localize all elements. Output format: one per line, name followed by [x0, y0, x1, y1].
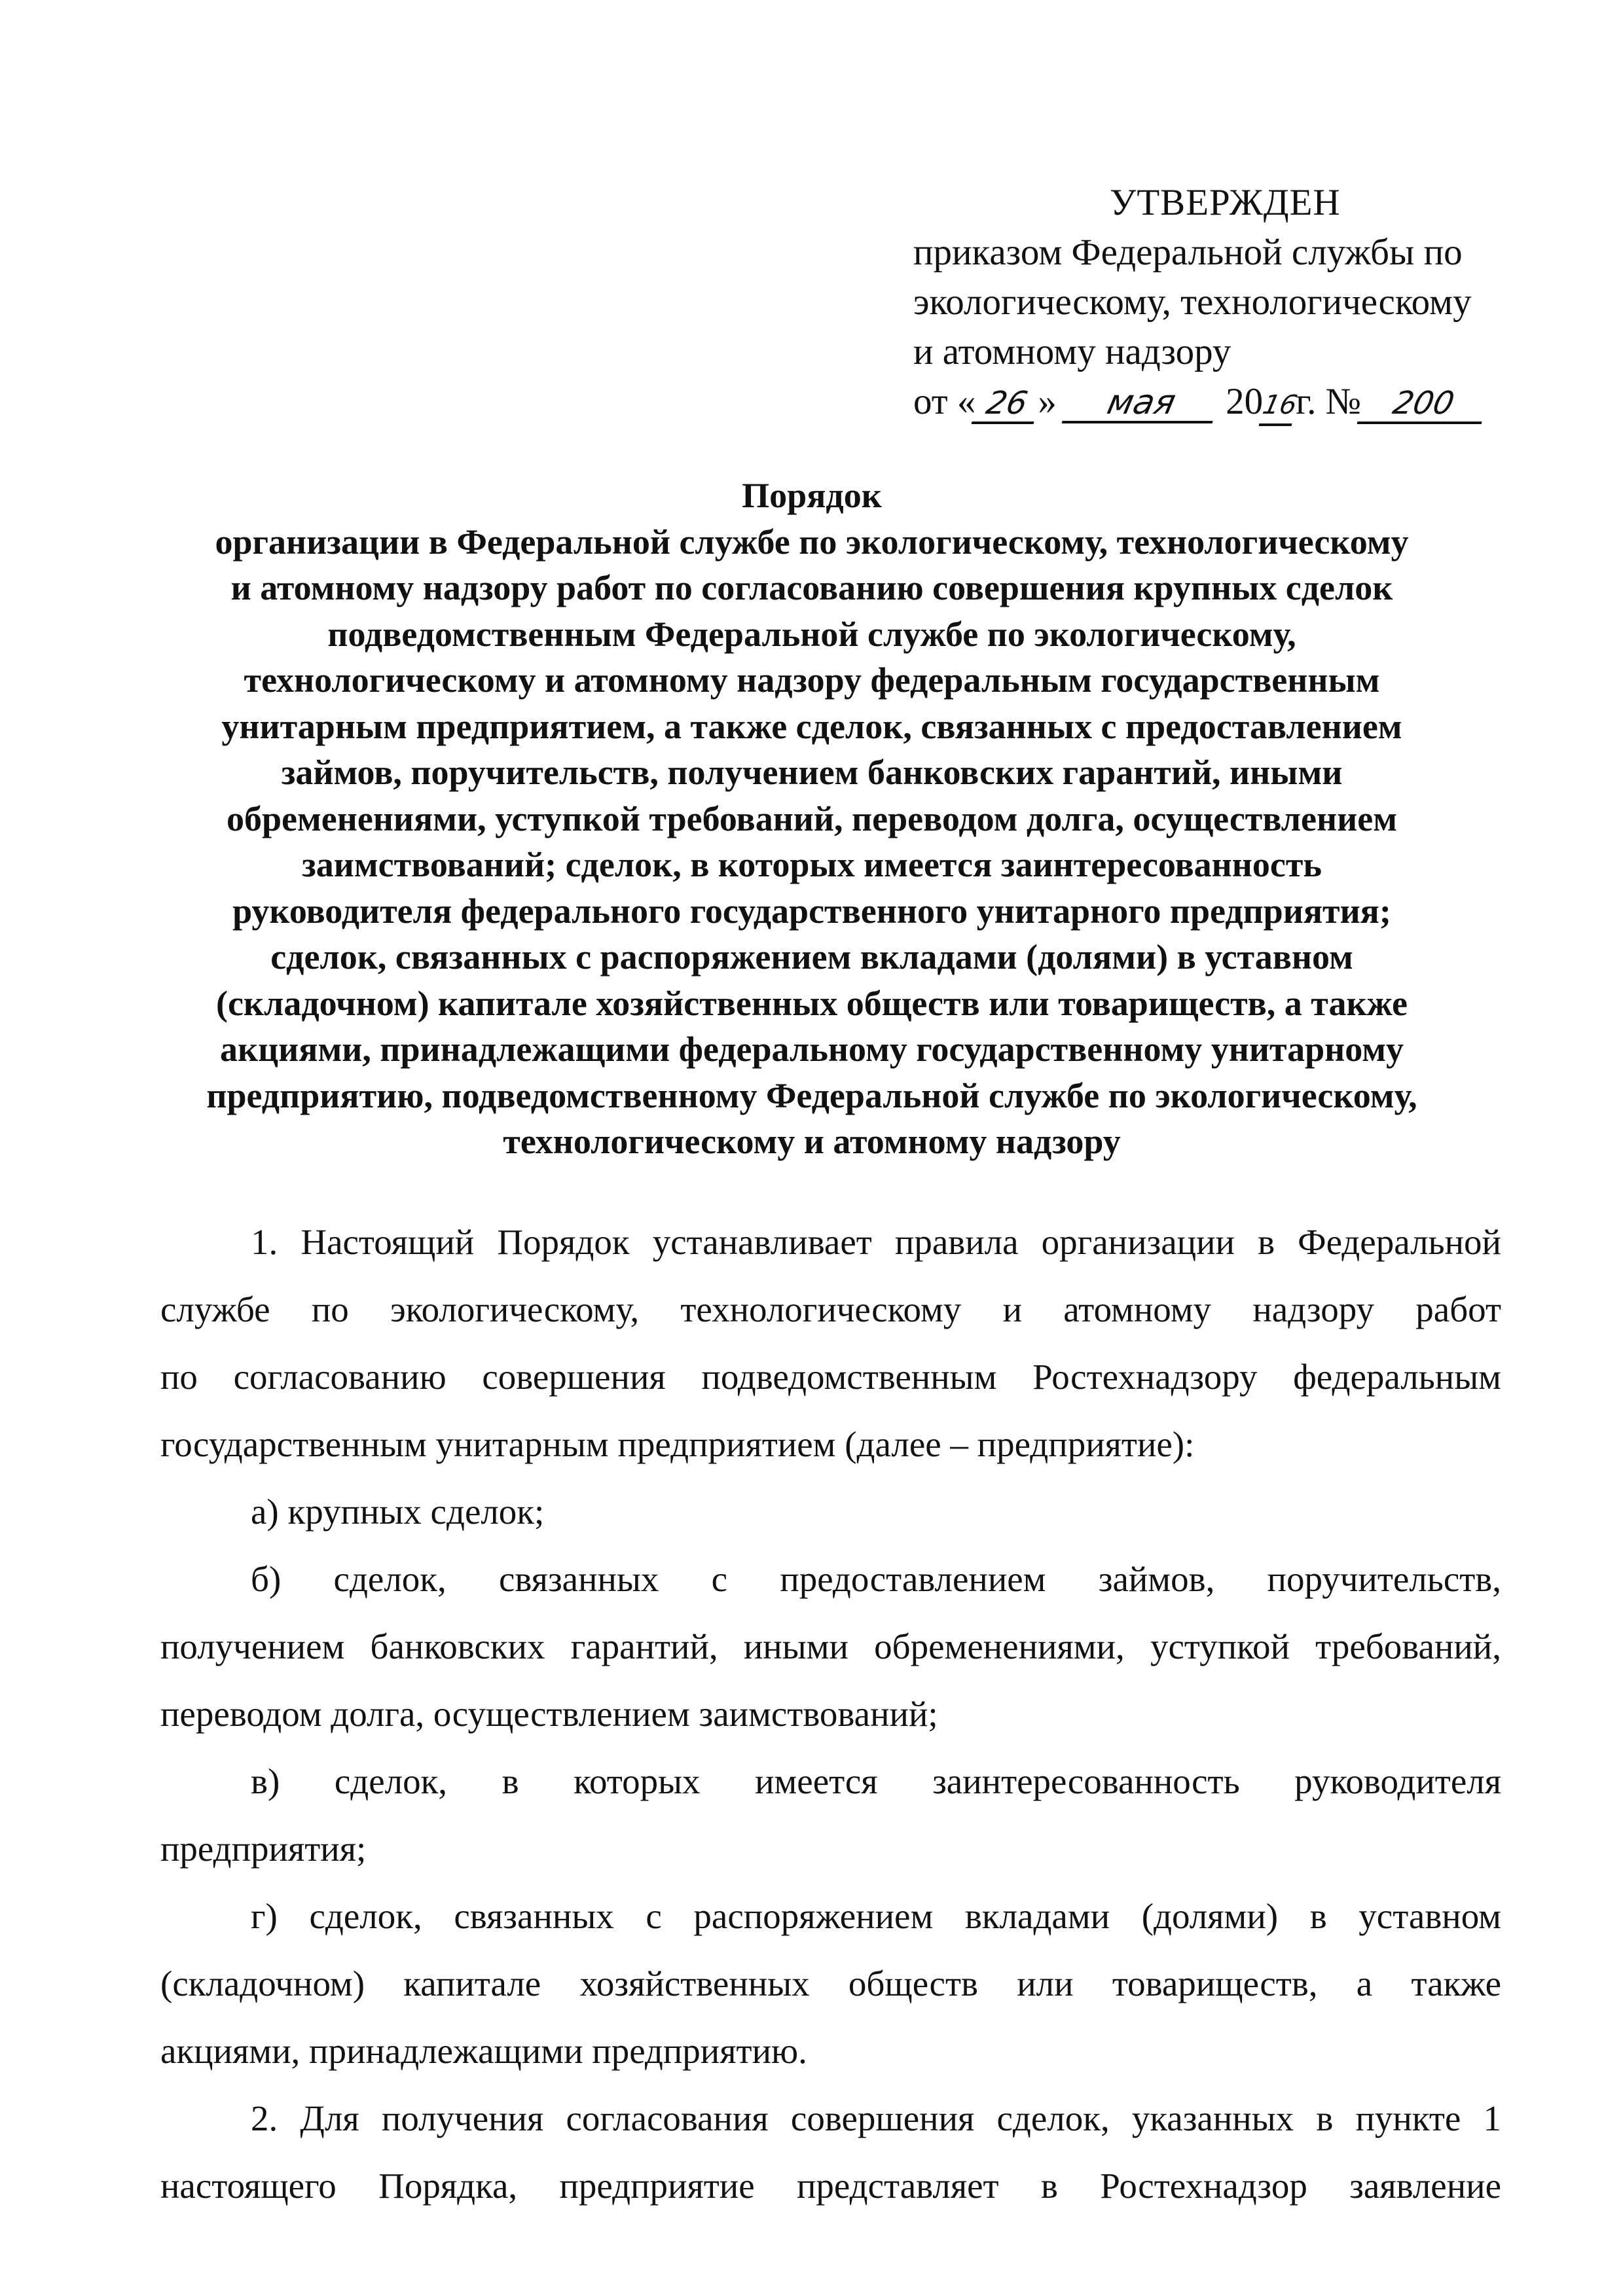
title-line: технологическому и атомному надзору: [503, 1122, 1121, 1161]
title-line: займов, поручительств, получением банковских гарантий, иными: [281, 753, 1343, 792]
text-line: переводом долга, осуществлением заимствований;: [160, 1694, 938, 1734]
title-line: обременениями, уступкой требований, переводом долга, осуществлением: [226, 798, 1397, 838]
title-line: и атомному надзору работ по согласованию совершения крупных сделок: [230, 568, 1393, 607]
title-line: акциями, принадлежащими федеральному государственному унитарному: [219, 1030, 1404, 1069]
text-line: настоящего Порядка, предприятие представляет в Ростехнадзор заявление: [160, 2166, 1501, 2206]
title-line: технологическому и атомному надзору федеральным государственным: [244, 660, 1380, 700]
text-line: по согласованию совершения подведомственным Ростехнадзору федеральным: [160, 1357, 1501, 1397]
paragraph-2: [160, 2085, 1501, 2219]
approval-heading: УТВЕРЖДЕН: [1110, 182, 1341, 223]
title-heading: Порядок: [742, 476, 882, 515]
title-line: (складочном) капитале хозяйственных обществ или товариществ, а также: [215, 983, 1408, 1023]
year-prefix: 20: [1226, 381, 1264, 422]
handwritten-order-number: 200: [1357, 385, 1490, 424]
text-line: (складочном) капитале хозяйственных обществ или товариществ, а также: [160, 1964, 1501, 2003]
approval-line: экологическому, технологическому: [913, 281, 1472, 323]
text-line: предприятия;: [160, 1829, 367, 1869]
title-line: руководителя федерального государственного унитарного предприятия;: [232, 891, 1391, 931]
title-line: заимствований; сделок, в которых имеется заинтересованность: [302, 845, 1322, 884]
approval-stamp-block: [913, 178, 1555, 427]
text-line: 2. Для получения согласования совершения сделок, указанных в пункте 1: [251, 2098, 1501, 2138]
date-quote-close: »: [1038, 381, 1057, 422]
approval-line: приказом Федеральной службы по: [913, 232, 1463, 273]
text-line: в) сделок, в которых имеется заинтересованность руководителя: [251, 1761, 1501, 1801]
title-line: унитарным предприятием, а также сделок, связанных с предоставлением: [221, 706, 1402, 746]
title-line: организации в Федеральной службе по экологическому, технологическому: [215, 522, 1409, 562]
paragraph-1b: [160, 1545, 1501, 1748]
text-line: службе по экологическому, технологическому и атомному надзору работ: [160, 1289, 1501, 1329]
paragraph-1v: [160, 1748, 1501, 1882]
number-prefix: г. №: [1296, 381, 1362, 422]
document-body: [160, 1208, 1501, 2219]
title-line: предприятию, подведомственному Федеральной службе по экологическому,: [206, 1075, 1417, 1115]
paragraph-1g: [160, 1882, 1501, 2085]
paragraph-1a: [160, 1478, 1501, 1545]
title-line: сделок, связанных с распоряжением вкладами (долями) в уставном: [270, 937, 1353, 977]
text-line: государственным унитарным предприятием (далее – предприятие):: [160, 1424, 1195, 1464]
text-line: получением банковских гарантий, иными обременениями, уступкой требований,: [160, 1626, 1501, 1666]
text-line: акциями, принадлежащими предприятию.: [160, 2031, 807, 2071]
title-line: подведомственным Федеральной службе по экологическому,: [327, 614, 1296, 654]
text-line: 1. Настоящий Порядок устанавливает правила организации в Федеральной: [251, 1222, 1501, 1262]
text-line: а) крупных сделок;: [251, 1492, 545, 1532]
text-line: г) сделок, связанных с распоряжением вкладами (долями) в уставном: [251, 1896, 1501, 1936]
paragraph-1: [160, 1208, 1501, 1478]
handwritten-year: 16: [1259, 387, 1300, 426]
approval-line: и атомному надзору: [913, 331, 1231, 372]
handwritten-month: мая: [1062, 384, 1221, 423]
text-line: б) сделок, связанных с предоставлением займов, поручительств,: [251, 1559, 1501, 1599]
handwritten-day: 26: [972, 385, 1042, 424]
approval-date-line: [913, 377, 1555, 427]
date-prefix: от «: [913, 381, 976, 422]
document-title: [170, 473, 1453, 1165]
